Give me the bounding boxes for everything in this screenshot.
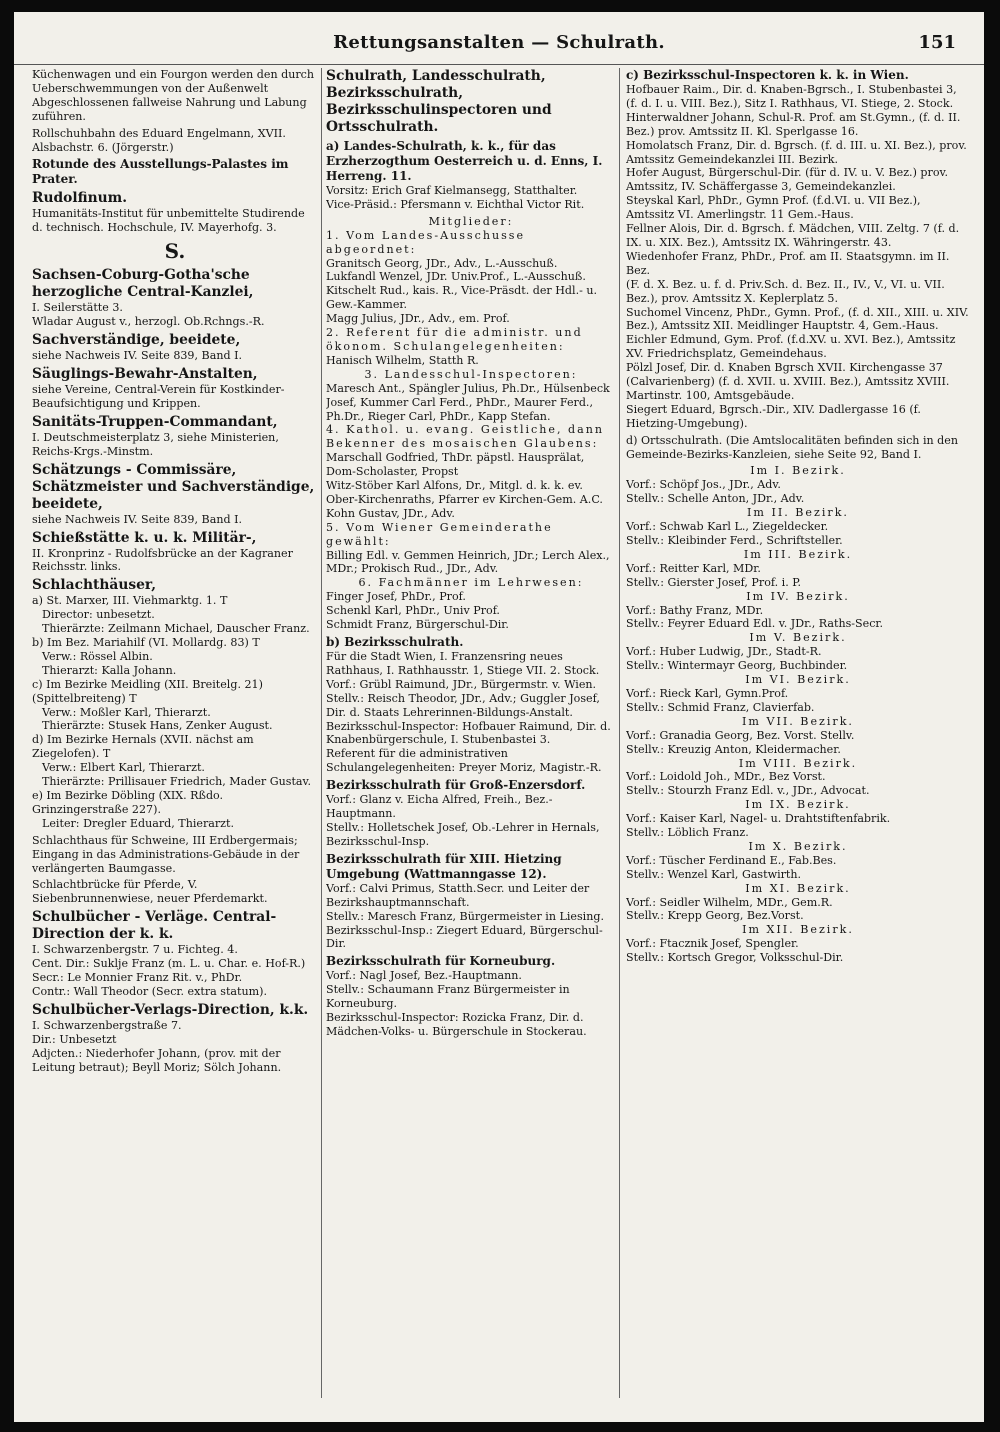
district-label: Im IX. Bezirk. [745, 798, 851, 812]
entry-text: Steyskal Karl, PhDr., Gymn Prof. (f.d.VI. u. VII Bez.), Amtssitz VI. Amerlingstr. 11 Gem.-Haus. [626, 194, 921, 222]
list-item: Thierärzte: Stusek Hans, Zenker August. [42, 719, 273, 733]
list-item: Thierärzte: Prillisauer Friedrich, Mader Gustav. [42, 775, 312, 789]
entry-heading: Sachverständige, beeidete, [32, 332, 241, 349]
district-label: Im II. Bezirk. [747, 506, 849, 520]
entry-text: Für die Stadt Wien, I. Franzensring neues Rathhaus, I. Rathhausstr. 1, Stiege VII. 2. Stock. [326, 650, 600, 677]
group-label: 1. Vom Landes-Ausschusse abgeordnet: [326, 228, 526, 256]
entry-text: Stellv.: Krepp Georg, Bez.Vorst. [626, 909, 804, 923]
column-right [626, 68, 970, 1398]
entry-text: Schmidt Franz, Bürgerschul-Dir. [326, 618, 509, 632]
entry-text: Vice-Präsid.: Pfersmann v. Eichthal Victor Rit. [326, 197, 585, 211]
entry-text: Magg Julius, JDr., Adv., em. Prof. [326, 312, 510, 326]
district-label: Im VIII. Bezirk. [738, 756, 858, 770]
entry-text: Stellv.: Kleibinder Ferd., Schriftsteller. [626, 534, 843, 547]
entry-text: Kitschelt Rud., kais. R., Vice-Präsdt. der Hdl.- u. Gew.-Kammer. [326, 284, 598, 312]
entry-text: Vorf.: Seidler Wilhelm, MDr., Gem.R. [626, 895, 833, 909]
entry-text: I. Seilerstätte 3. [32, 301, 123, 315]
entry-text: (F. d. X. Bez. u. f. d. Priv.Sch. d. Bez. II., IV., V., VI. u. VII. Bez.), prov. Amtssitz X. Keplerplatz 5. [626, 277, 945, 305]
list-item: a) St. Marxer, III. Viehmarktg. 1. T [32, 594, 228, 608]
entry-text: Bezirksschul-Inspector: Hofbauer Raimund, Dir. d. Knabenbürgerschule, I. Stubenbastei 3. [326, 719, 611, 747]
entry-heading: Sachsen-Coburg-Gotha'sche herzogliche Central-Kanzlei, [32, 267, 254, 301]
list-item: Thierärzte: Zeilmann Michael, Dauscher Franz. [42, 622, 310, 636]
district-label: Im VII. Bezirk. [742, 714, 854, 728]
entry-text: Stellv.: Schaumann Franz Bürgermeister in Korneuburg. [326, 983, 570, 1011]
district-label: Im XII. Bezirk. [742, 923, 854, 937]
entry-text: Stellv.: Wenzel Karl, Gastwirth. [626, 867, 802, 881]
entry-text: Stellv.: Wintermayr Georg, Buchbinder. [626, 659, 848, 673]
group-label: 4. Kathol. u. evang. Geistliche, dann Bekenner des mosaischen Glaubens: [326, 423, 605, 451]
entry-text: siehe Nachweis IV. Seite 839, Band I. [32, 349, 242, 363]
entry-text: Contr.: Wall Theodor (Secr. extra statum). [32, 984, 268, 998]
entry-heading: Rotunde des Ausstellungs-Palastes im Prater. [32, 157, 289, 187]
entry-text: Stellv.: Kreuzig Anton, Kleidermacher. [626, 742, 841, 756]
entry-text: Vorf.: Loidold Joh., MDr., Bez Vorst. [626, 770, 826, 784]
entry-text: Referent für die administrativen Schulangelegenheiten: Preyer Moriz, Magistr.-R. [326, 747, 602, 775]
page-number: 151 [918, 32, 956, 53]
entry-text: Vorf.: Grübl Raimund, JDr., Bürgermstr. v. Wien. [326, 677, 597, 691]
list-item: e) Im Bezirke Döbling (XIX. Rßdo. Grinzingerstraße 227). [32, 789, 224, 816]
column-divider [619, 68, 620, 1398]
entry-text: Hinterwaldner Johann, Schul-R. Prof. am St.Gymn., (f. d. II. Bez.) prov. Amtssitz II. Kl. Sperlgasse 16. [626, 110, 961, 138]
entry-text: Lukfandl Wenzel, JDr. Univ.Prof., L.-Ausschuß. [326, 270, 586, 284]
entry-heading: Schlachthäuser, [32, 577, 156, 594]
running-title: Rettungsanstalten — Schulrath. [333, 32, 665, 53]
entry-text: Stellv.: Stourzh Franz Edl. v., JDr., Advocat. [626, 784, 870, 798]
letter-heading: S. [164, 239, 186, 264]
entry-heading: Schulbücher - Verläge. Central-Direction der k. k. [32, 909, 277, 943]
entry-text: Vorf.: Schöpf Jos., JDr., Adv. [626, 478, 781, 492]
entry-text: Eichler Edmund, Gym. Prof. (f.d.XV. u. XVI. Bez.), Amtssitz XV. Friedrichsplatz, Gemeindehaus. [626, 333, 956, 361]
entry-text: Stellv.: Feyrer Eduard Edl. v. JDr., Raths-Secr. [626, 617, 884, 631]
list-item: c) Im Bezirke Meidling (XII. Breitelg. 21) (Spittelbreiteng) T [32, 677, 263, 705]
entry-text: Stellv.: Kortsch Gregor, Volksschul-Dir. [626, 951, 844, 965]
entry-text: Vorf.: Huber Ludwig, JDr., Stadt-R. [626, 645, 822, 659]
subsection-heading: a) Landes-Schulrath, k. k., für das Erzherzogthum Oesterreich u. d. Enns, I. Herreng. 11. [326, 139, 603, 183]
district-label: Im III. Bezirk. [743, 547, 853, 561]
list-item: Leiter: Dregler Eduard, Thierarzt. [42, 816, 235, 830]
entry-text: Witz-Stöber Karl Alfons, Dr., Mitgl. d. k. k. ev. Ober-Kirchenraths, Pfarrer ev Kirchen-Gem. A.C. [326, 479, 603, 506]
entry-text: Wiedenhofer Franz, PhDr., Prof. am II. Staatsgymn. im II. Bez. [626, 249, 950, 277]
entry-text: Vorsitz: Erich Graf Kielmansegg, Statthalter. [326, 184, 578, 197]
entry-text: Stellv.: Schelle Anton, JDr., Adv. [626, 492, 805, 506]
subsection-heading: Bezirksschulrath für XIII. Hietzing Umgebung (Wattmanngasse 12). [326, 851, 562, 881]
entry-text: Stellv.: Schmid Franz, Clavierfab. [626, 700, 815, 714]
subsection-heading: Bezirksschulrath für Groß-Enzersdorf. [326, 778, 586, 793]
page-header [14, 28, 984, 65]
subsection-heading: c) Bezirksschul-Inspectoren k. k. in Wien. [626, 68, 909, 82]
entry-heading: Schulbücher-Verlags-Direction, k.k. [32, 1001, 309, 1018]
entry-text: Wladar August v., herzogl. Ob.Rchngs.-R. [32, 315, 265, 329]
entry-text: Hofbauer Raim., Dir. d. Knaben-Bgrsch., I. Stubenbastei 3, (f. d. I. u. VIII. Bez.), Sitz I. Rathhaus, VI. Stiege, 2. Stock. [626, 83, 957, 110]
entry-text: Dir.: Unbesetzt [32, 1032, 117, 1046]
entry-text: Vorf.: Nagl Josef, Bez.-Hauptmann. [326, 969, 522, 983]
group-label: 2. Referent für die administr. und ökonom. Schulangelegenheiten: [326, 326, 583, 353]
entry-text: Fellner Alois, Dir. d. Bgrsch. f. Mädchen, VIII. Zeltg. 7 (f. d. IX. u. XIX. Bez.), Amtssitz IX. Währingerstr. 43. [626, 222, 960, 249]
list-item: Verw.: Moßler Karl, Thierarzt. [42, 705, 211, 719]
entry-text: Secr.: Le Monnier Franz Rit. v., PhDr. [32, 971, 243, 985]
entry-text: Vorf.: Glanz v. Eicha Alfred, Freih., Bez.-Hauptmann. [326, 793, 553, 821]
list-item: b) Im Bez. Mariahilf (VI. Mollardg. 83) T [32, 636, 260, 650]
entry-text: Schenkl Karl, PhDr., Univ Prof. [326, 604, 500, 618]
entry-text: Homolatsch Franz, Dir. d. Bgrsch. (f. d. III. u. XI. Bez.), prov. Amtssitz Gemeindekanzlei III. Bezirk. [626, 138, 967, 166]
district-label: Im X. Bezirk. [748, 839, 848, 853]
entry-text: Stellv.: Holletschek Josef, Ob.-Lehrer in Hernals, Bezirksschul-Insp. [326, 820, 600, 848]
entry-text: Finger Josef, PhDr., Prof. [326, 590, 466, 604]
entry-text: Bezirksschul-Inspector: Rozicka Franz, Dir. d. Mädchen-Volks- u. Bürgerschule in Stockerau. [326, 1011, 587, 1038]
entry-text: siehe Vereine, Central-Verein für Kostkinder-Beaufsichtigung und Krippen. [32, 382, 285, 410]
district-label: Im VI. Bezirk. [745, 673, 851, 687]
entry-text: I. Schwarzenbergstr. 7 u. Fichteg. 4. [32, 943, 238, 957]
entry-text: Vorf.: Bathy Franz, MDr. [626, 603, 764, 617]
subsection-heading: b) Bezirksschulrath. [326, 635, 464, 649]
entry-text: Stellv.: Löblich Franz. [626, 826, 749, 840]
entry-text: Vorf.: Ftacznik Josef, Spengler. [626, 937, 799, 951]
entry-text: Stellv.: Gierster Josef, Prof. i. P. [626, 575, 801, 589]
entry-text: Hanisch Wilhelm, Statth R. [326, 353, 479, 367]
list-item: Verw.: Rössel Albin. [42, 649, 153, 663]
entry-text: Stellv.: Maresch Franz, Bürgermeister in Liesing. [326, 909, 604, 923]
directory-page [14, 12, 984, 1422]
section-heading: Schulrath, Landesschulrath, Bezirksschulrath, Bezirksschulinspectoren und Ortsschulrath. [326, 68, 552, 135]
entry-text: Schlachtbrücke für Pferde, V. Siebenbrunnenwiese, neuer Pferdemarkt. [32, 878, 268, 906]
entry-heading: Säuglings-Bewahr-Anstalten, [32, 365, 258, 382]
entry-text: Suchomel Vincenz, PhDr., Gymn. Prof., (f. d. XII., XIII. u. XIV. Bez.), Amtssitz XII. Meidlinger Hauptstr. 4, Gem.-Haus. [626, 305, 969, 333]
entry-text: Marschall Godfried, ThDr. päpstl. Hausprälat, Dom-Scholaster, Propst [326, 451, 585, 479]
entry-text: Schlachthaus für Schweine, III Erdbergermais; Eingang in das Administrations-Gebäude in der verlängerten Baumgasse. [32, 833, 300, 875]
entry-text: Billing Edl. v. Gemmen Heinrich, JDr.; Lerch Alex., MDr.; Prokisch Rud., JDr., Adv. [326, 548, 610, 576]
entry-text: I. Deutschmeisterplatz 3, siehe Ministerien, Reichs-Krgs.-Minstm. [32, 430, 279, 458]
entry-text: Bezirksschul-Insp.: Ziegert Eduard, Bürgerschul-Dir. [326, 923, 603, 951]
column-divider [321, 68, 322, 1398]
list-item: Director: unbesetzt. [42, 608, 155, 622]
entry-text: Hofer August, Bürgerschul-Dir. (für d. IV. u. V. Bez.) prov. Amtssitz, IV. Schäffergasse 3, Gemeindekanzlei. [626, 166, 948, 194]
group-label: 6. Fachmänner im Lehrwesen: [358, 576, 584, 590]
entry-text: Granitsch Georg, JDr., Adv., L.-Ausschuß. [326, 256, 558, 270]
entry-text: Vorf.: Tüscher Ferdinand E., Fab.Bes. [626, 853, 837, 867]
entry-heading: Schießstätte k. u. k. Militär-, [32, 529, 257, 546]
entry-text: Vorf.: Reitter Karl, MDr. [626, 561, 761, 575]
entry-text: Humanitäts-Institut für unbemittelte Studirende d. technisch. Hochschule, IV. Mayerhofg. 3. [32, 207, 305, 235]
column-left [32, 68, 318, 1398]
subsection-heading: d) Ortsschulrath. (Die Amtslocalitäten befinden sich in den Gemeinde-Bezirks-Kanzleien, siehe Seite 92, Band I. [626, 433, 958, 461]
entry-text: Vorf.: Kaiser Karl, Nagel- u. Drahtstiftenfabrik. [626, 812, 891, 826]
entry-text: I. Schwarzenbergstraße 7. [32, 1018, 182, 1032]
entry-heading: Schätzungs - Commissäre, Schätzmeister und Sachverständige, beeidete, [32, 461, 315, 512]
entry-text: Maresch Ant., Spängler Julius, Ph.Dr., Hülsenbeck Josef, Kummer Carl Ferd., PhDr., Maurer Ferd., Ph.Dr., Rieger Carl, PhDr., Kapp Stefan. [326, 381, 610, 423]
entry-heading: Sanitäts-Truppen-Commandant, [32, 413, 278, 430]
district-label: Im V. Bezirk. [749, 631, 847, 645]
entry-heading: Rudolfinum. [32, 190, 128, 207]
entry-text: Küchenwagen und ein Fourgon werden den durch Ueberschwemmungen von der Außenwelt Abgeschlossenen fallweise Nahrung und Labung zuführen. [32, 68, 315, 123]
list-item: d) Im Bezirke Hernals (XVII. nächst am Ziegelofen). T [32, 733, 254, 761]
entry-text: siehe Nachweis IV. Seite 839, Band I. [32, 512, 242, 526]
entry-text: Siegert Eduard, Bgrsch.-Dir., XIV. Dadlergasse 16 (f. Hietzing-Umgebung). [626, 402, 921, 430]
column-middle [326, 68, 616, 1398]
entry-text: Vorf.: Schwab Karl L., Ziegeldecker. [626, 520, 829, 534]
entry-text: Adjcten.: Niederhofer Johann, (prov. mit der Leitung betraut); Beyll Moriz; Sölch Johann. [32, 1046, 282, 1074]
district-label: Im XI. Bezirk. [745, 881, 851, 895]
entry-text: Cent. Dir.: Suklje Franz (m. L. u. Char. e. Hof-R.) [32, 957, 306, 971]
entry-text: Pölzl Josef, Dir. d. Knaben Bgrsch XVII. Kirchengasse 37 (Calvarienberg) (f. d. XVII. u. XVIII. Bez.), Amtssitz XVIII. Martinstr. 100, Amtsgebäude. [626, 361, 950, 402]
entry-rollschuhbahn: Rollschuhbahn des Eduard Engelmann, XVII. Alsbachstr. 6. (Jörgerstr.) [32, 126, 286, 154]
entry-text: Vorf.: Calvi Primus, Statth.Secr. und Leiter der Bezirkshauptmannschaft. [326, 881, 590, 909]
entry-text: Vorf.: Rieck Karl, Gymn.Prof. [626, 686, 789, 700]
group-label: Mitglieder: [428, 214, 514, 228]
entry-text: Stellv.: Reisch Theodor, JDr., Adv.; Guggler Josef, Dir. d. Staats Lehrerinnen-Bildungs-Anstalt. [326, 691, 600, 719]
entry-text: II. Kronprinz - Rudolfsbrücke an der Kagraner Reichsstr. links. [32, 546, 293, 574]
subsection-heading: Bezirksschulrath für Korneuburg. [326, 954, 556, 969]
district-label: Im I. Bezirk. [750, 464, 846, 478]
entry-text: Kohn Gustav, JDr., Adv. [326, 506, 455, 520]
entry-text: Vorf.: Granadia Georg, Bez. Vorst. Stellv. [626, 728, 855, 742]
list-item: Verw.: Elbert Karl, Thierarzt. [42, 761, 205, 775]
district-label: Im IV. Bezirk. [746, 589, 850, 603]
list-item: Thierarzt: Kalla Johann. [42, 663, 177, 677]
group-label: 5. Vom Wiener Gemeinderathe gewählt: [326, 520, 553, 548]
group-label: 3. Landesschul-Inspectoren: [364, 367, 578, 381]
